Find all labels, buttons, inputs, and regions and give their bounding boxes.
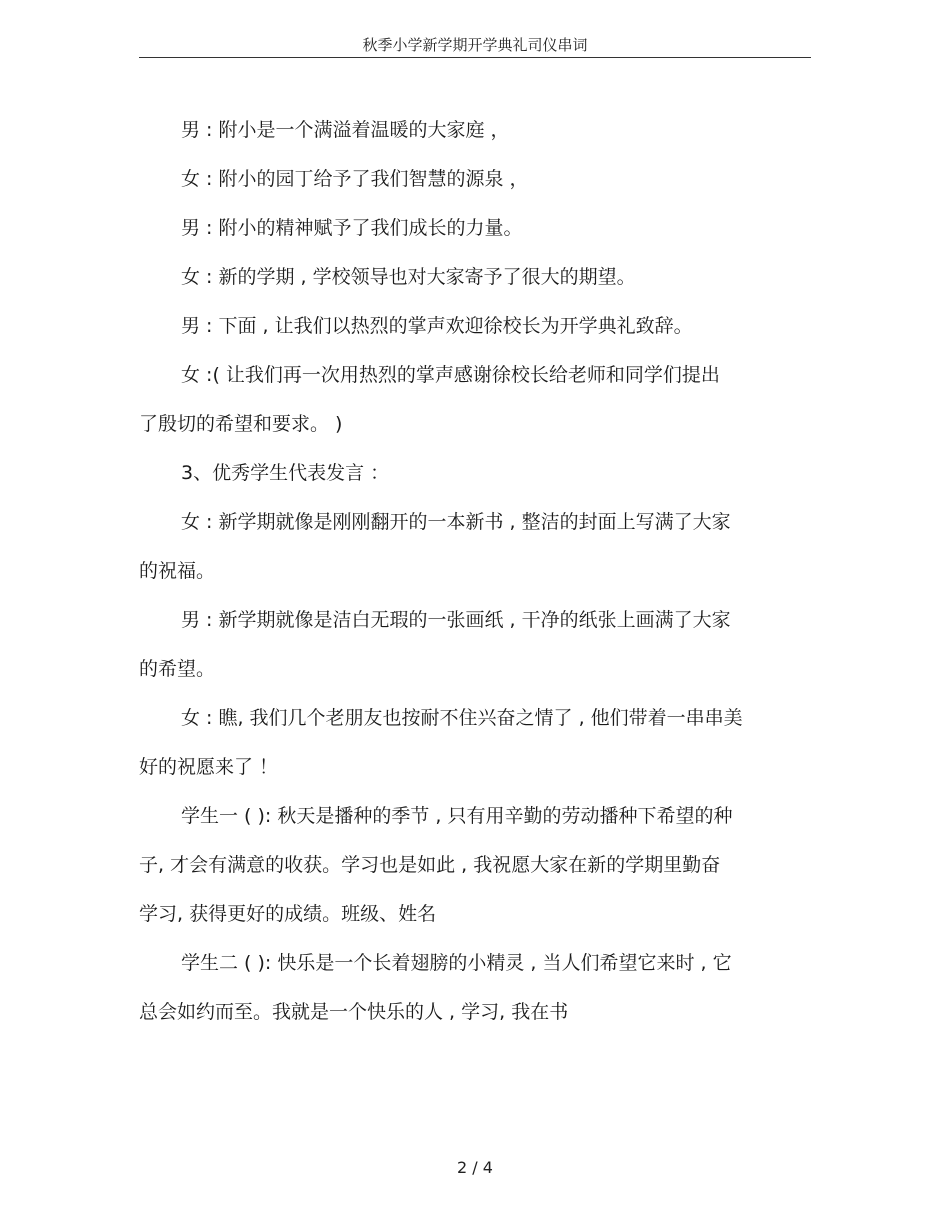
text-line: 女 :( 让我们再一次用热烈的掌声感谢徐校长给老师和同学们提出 [181,364,720,386]
text-line: 学生二 ( ): 快乐是一个长着翅膀的小精灵 , 当人们希望它来时 , 它 [181,952,732,974]
page-header-title: 秋季小学新学期开学典礼司仪串词 [362,36,588,54]
text-line: 男 : 附小是一个满溢着温暖的大家庭 ， [181,119,510,141]
text-line: 的祝福。 [139,560,216,582]
document-body [139,106,811,1037]
page-number: 2 / 4 [457,1158,493,1177]
text-line: 好的祝愿来了 ！ [139,756,279,778]
text-line: 学习, 获得更好的成绩。班级、姓名 [139,903,437,925]
text-line: 学生一 ( ): 秋天是播种的季节 , 只有用辛勤的劳动播种下希望的种 [181,805,733,827]
text-line: 男 : 新学期就像是洁白无瑕的一张画纸 , 干净的纸张上画满了大家 [181,609,731,631]
text-line: 女 : 新的学期 , 学校领导也对大家寄予了很大的期望。 [181,266,636,288]
text-line: 总会如约而至。我就是一个快乐的人 , 学习, 我在书 [139,1001,569,1023]
section-heading: 3、优秀学生代表发言 ： [181,462,390,484]
text-line: 女 : 附小的园丁给予了我们智慧的源泉 ， [181,168,529,190]
text-line: 了殷切的希望和要求。 ) [139,413,343,435]
text-line: 男 : 下面 , 让我们以热烈的掌声欢迎徐校长为开学典礼致辞。 [181,315,693,337]
text-line: 子, 才会有满意的收获。学习也是如此 , 我祝愿大家在新的学期里勤奋 [139,854,721,876]
text-line: 女 : 新学期就像是刚刚翻开的一本新书 , 整洁的封面上写满了大家 [181,511,731,533]
text-line: 的希望。 [139,658,216,680]
text-line: 女 : 瞧, 我们几个老朋友也按耐不住兴奋之情了 , 他们带着一串串美 [181,707,743,729]
text-line: 男 : 附小的精神赋予了我们成长的力量。 [181,217,523,239]
header-divider [139,57,811,58]
